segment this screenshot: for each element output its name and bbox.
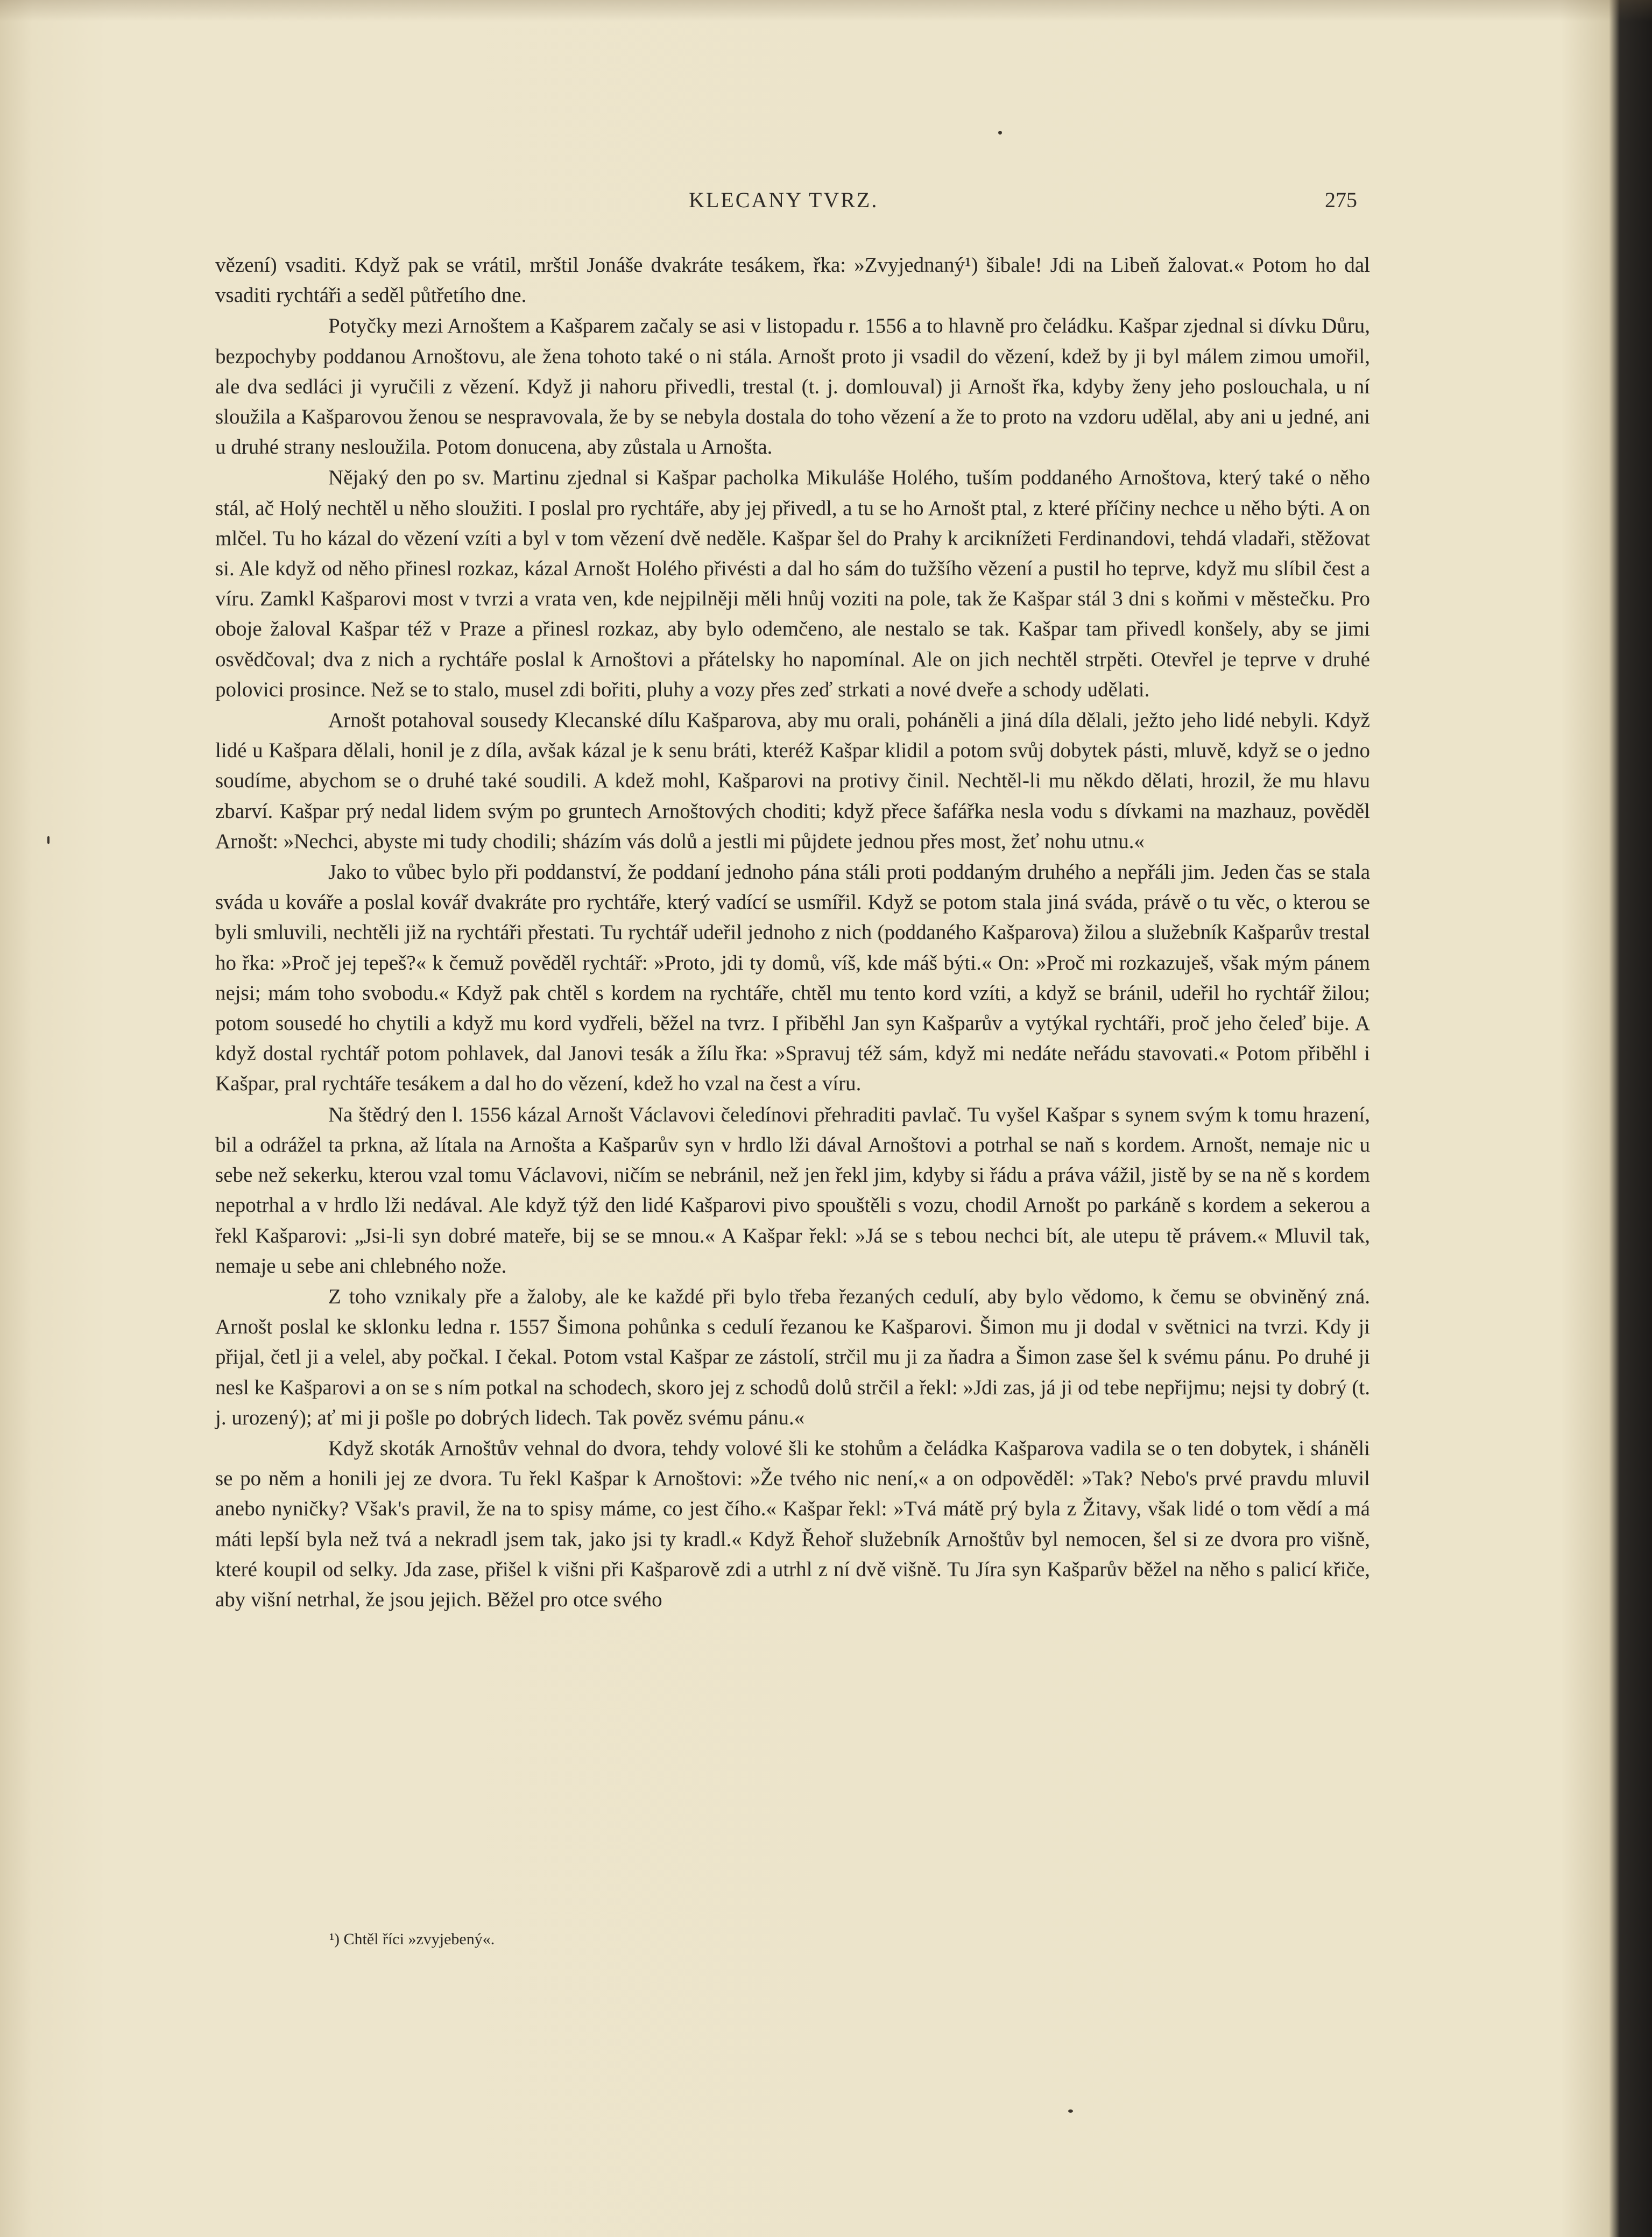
paragraph: Když skoták Arnoštův vehnal do dvora, tehdy volové šli ke stohům a čeládka Kašparova vadila se o ten dobytek, i sháněli se po něm a honili jej ze dvora. Tu řekl Kašpar k Arnoštovi: »Že tvého nic není,« a on odpověděl: »Tak? Nebo's prvé pravdu mluvil anebo nyničky? Však's pravil, že na to spisy máme, co jest čího.« Kašpar řekl: »Tvá mátě prý byla z Žitavy, však lidé o tom vědí a má máti lepší byla než tvá a nekradl jsem tak, jako jsi ty kradl.« Když Řehoř služebník Arnoštův byl nemocen, šel si ze dvora pro višně, které koupil od selky. Jda zase, přišel k višni při Kašparově zdi a utrhl z ní dvě višně. Tu Jíra syn Kašparův běžel na něho s palicí křiče, aby višní netrhal, že jsou jejich. Běžel pro otce svého	[215, 1436, 1370, 1611]
paragraph: Na štědrý den l. 1556 kázal Arnošt Václavovi čeledínovi přehraditi pavlač. Tu vyšel Kašpar s synem svým k tomu hrazení, bil a odrážel ta prkna, až lítala na Arnošta a Kašparův syn v hrdlo lži dával Arnoštovi a potrhal se naň s kordem. Arnošt, nemaje nic u sebe než sekerku, kterou vzal tomu Václavovi, ničím se nebránil, než jen řekl jim, kdyby si řádu a práva vážil, jistě by se na ně s kordem nepotrhal a v hrdlo lži nedával. Ale když týž den lidé Kašparovi pivo spouštěli s vozu, chodil Arnošt po parkáně s kordem a sekerou a řekl Kašparovi: „Jsi-li syn dobré mateře, bij se se mnou.« A Kašpar řekl: »Já se s tebou nechci bít, ale utepu tě právem.« Mluvil tak, nemaje u sebe ani chlebného nože.	[215, 1103, 1370, 1278]
paragraph: Z toho vznikaly pře a žaloby, ale ke každé při bylo třeba řezaných cedulí, aby bylo vědomo, k čemu se obviněný zná. Arnošt poslal ke sklonku ledna r. 1557 Šimona pohůnka s cedulí řezanou ke Kašparovi. Šimon mu ji dodal v světnici na tvrzi. Kdy ji přijal, četl ji a velel, aby počkal. I čekal. Potom vstal Kašpar ze zástolí, strčil mu ji za ňadra a Šimon zase šel k svému pánu. Po druhé ji nesl ke Kašparovi a on se s ním potkal na schodech, skoro jej z schodů dolů strčil a řekl: »Jdi zas, já ji od tebe nepřijmu; nejsi ty dobrý (t. j. urozený); ať mi ji pošle po dobrých lidech. Tak pověz svému pánu.«	[215, 1285, 1370, 1429]
page-number: 275	[1325, 188, 1357, 212]
paragraph: Arnošt potahoval sousedy Klecanské dílu Kašparova, aby mu orali, poháněli a jiná díla dělali, ježto jeho lidé nebyli. Když lidé u Kašpara dělali, honil je z díla, avšak kázal je k senu bráti, kteréž Kašpar klidil a potom svůj dobytek pásti, mluvě, když se o jedno soudíme, abychom se o druhé také soudili. A kdež mohl, Kašparovi na protivy činil. Nechtěl-li mu někdo dělati, hrozil, že mu hlavu zbarví. Kašpar prý nedal lidem svým po gruntech Arnoštových choditi; když přece šafářka nesla vodu s dívkami na mazhauz, pověděl Arnošt: »Nechci, abyste mi tudy chodili; sházím vás dolů a jestli mi půjdete jednou přes most, žeť nohu utnu.«	[215, 709, 1370, 853]
paragraph: Nějaký den po sv. Martinu zjednal si Kašpar pacholka Mikuláše Holého, tuším poddaného Arnoštova, který také o něho stál, ač Holý nechtěl u něho sloužiti. I poslal pro rychtáře, aby jej přivedl, a tu se ho Arnošt ptal, z které příčiny nechce u něho býti. A on mlčel. Tu ho kázal do vězení vzíti a byl v tom vězení dvě neděle. Kašpar šel do Prahy k arciknížeti Ferdinandovi, tehdá vladaři, stěžovat si. Ale když od něho přinesl rozkaz, kázal Arnošt Holého přivésti a dal ho sám do tužšího vězení a pustil ho teprve, když mu slíbil čest a víru. Zamkl Kašparovi most v tvrzi a vrata ven, kde nejpilněji měli hnůj voziti na pole, tak že Kašpar stál 3 dni s koňmi v městečku. Pro oboje žaloval Kašpar též v Praze a přinesl rozkaz, aby bylo odemčeno, ale nestalo se tak. Kašpar tam přivedl konšely, aby se jimi osvědčoval; dva z nich a rychtáře poslal k Arnoštovi a přátelsky ho napomínal. Ale on jich nechtěl strpěti. Otevřel je teprve v druhé polovici prosince. Než se to stalo, musel zdi bořiti, pluhy a vozy přes zeď strkati a nové dveře a schody udělati.	[215, 466, 1370, 701]
paper-speck	[47, 836, 50, 844]
body-text	[215, 250, 1370, 1615]
paper-speck	[1068, 2109, 1073, 2113]
paragraph: Jako to vůbec bylo při poddanství, že poddaní jednoho pána stáli proti poddaným druhého a nepřáli jim. Jeden čas se stala sváda u kováře a poslal kovář dvakráte pro rychtáře, který vadící se usmířil. Když se potom stala jiná sváda, právě o tu věc, o kterou se byli smluvili, nechtěli již na rychtáři přestati. Tu rychtář udeřil jednoho z nich (poddaného Kašparova) žilou a služebník Kašparův trestal ho řka: »Proč jej tepeš?« k čemuž pověděl rychtář: »Proto, jdi ty domů, víš, kde máš býti.« On: »Proč mi rozkazuješ, však mým pánem nejsi; mám toho svobodu.« Když pak chtěl s kordem na rychtáře, chtěl mu tento kord vzíti, a když se bránil, udeřil ho rychtář žilou; potom sousedé ho chytili a když mu kord vydřeli, běžel na tvrz. I přiběhl Jan syn Kašparův a vytýkal rychtáři, proč jeho čeleď bije. A když dostal rychtář potom pohlavek, dal Janovi tesák a žílu řka: »Spravuj též sám, když mi nedáte neřádu stavovati.« Potom přiběhl i Kašpar, pral rychtáře tesákem a dal ho do vězení, kdež ho vzal na čest a víru.	[215, 860, 1370, 1096]
paper-speck	[998, 131, 1002, 135]
footnote: ¹) Chtěl říci »zvyjebený«.	[329, 1930, 495, 1948]
running-head-title: KLECANY TVRZ.	[689, 188, 879, 212]
paragraph: Potyčky mezi Arnoštem a Kašparem začaly se asi v listopadu r. 1556 a to hlavně pro čeládku. Kašpar zjednal si dívku Důru, bezpochyby poddanou Arnoštovu, ale žena tohoto také o ni stála. Arnošt proto ji vsadil do vězení, kdež by ji byl málem zimou umořil, ale dva sedláci ji vyručili z vězení. Když ji nahoru přivedli, trestal (t. j. domlouval) ji Arnošt řka, kdyby ženy jeho poslouchala, u ní sloužila a Kašparovou ženou se nespravovala, že by se nebyla dostala do toho vězení a že to proto na vzdoru udělal, aby ani u jedné, ani u druhé strany nesloužila. Potom donucena, aby zůstala u Arnošta.	[215, 314, 1370, 459]
paragraph: vězení) vsaditi. Když pak se vrátil, mrštil Jonáše dvakráte tesákem, řka: »Zvyjednaný¹) šibale! Jdi na Libeň žalovat.« Potom ho dal vsaditi rychtáři a seděl půtřetího dne.	[215, 253, 1370, 307]
running-head	[0, 187, 1652, 220]
page-top-shadow	[0, 0, 1652, 22]
